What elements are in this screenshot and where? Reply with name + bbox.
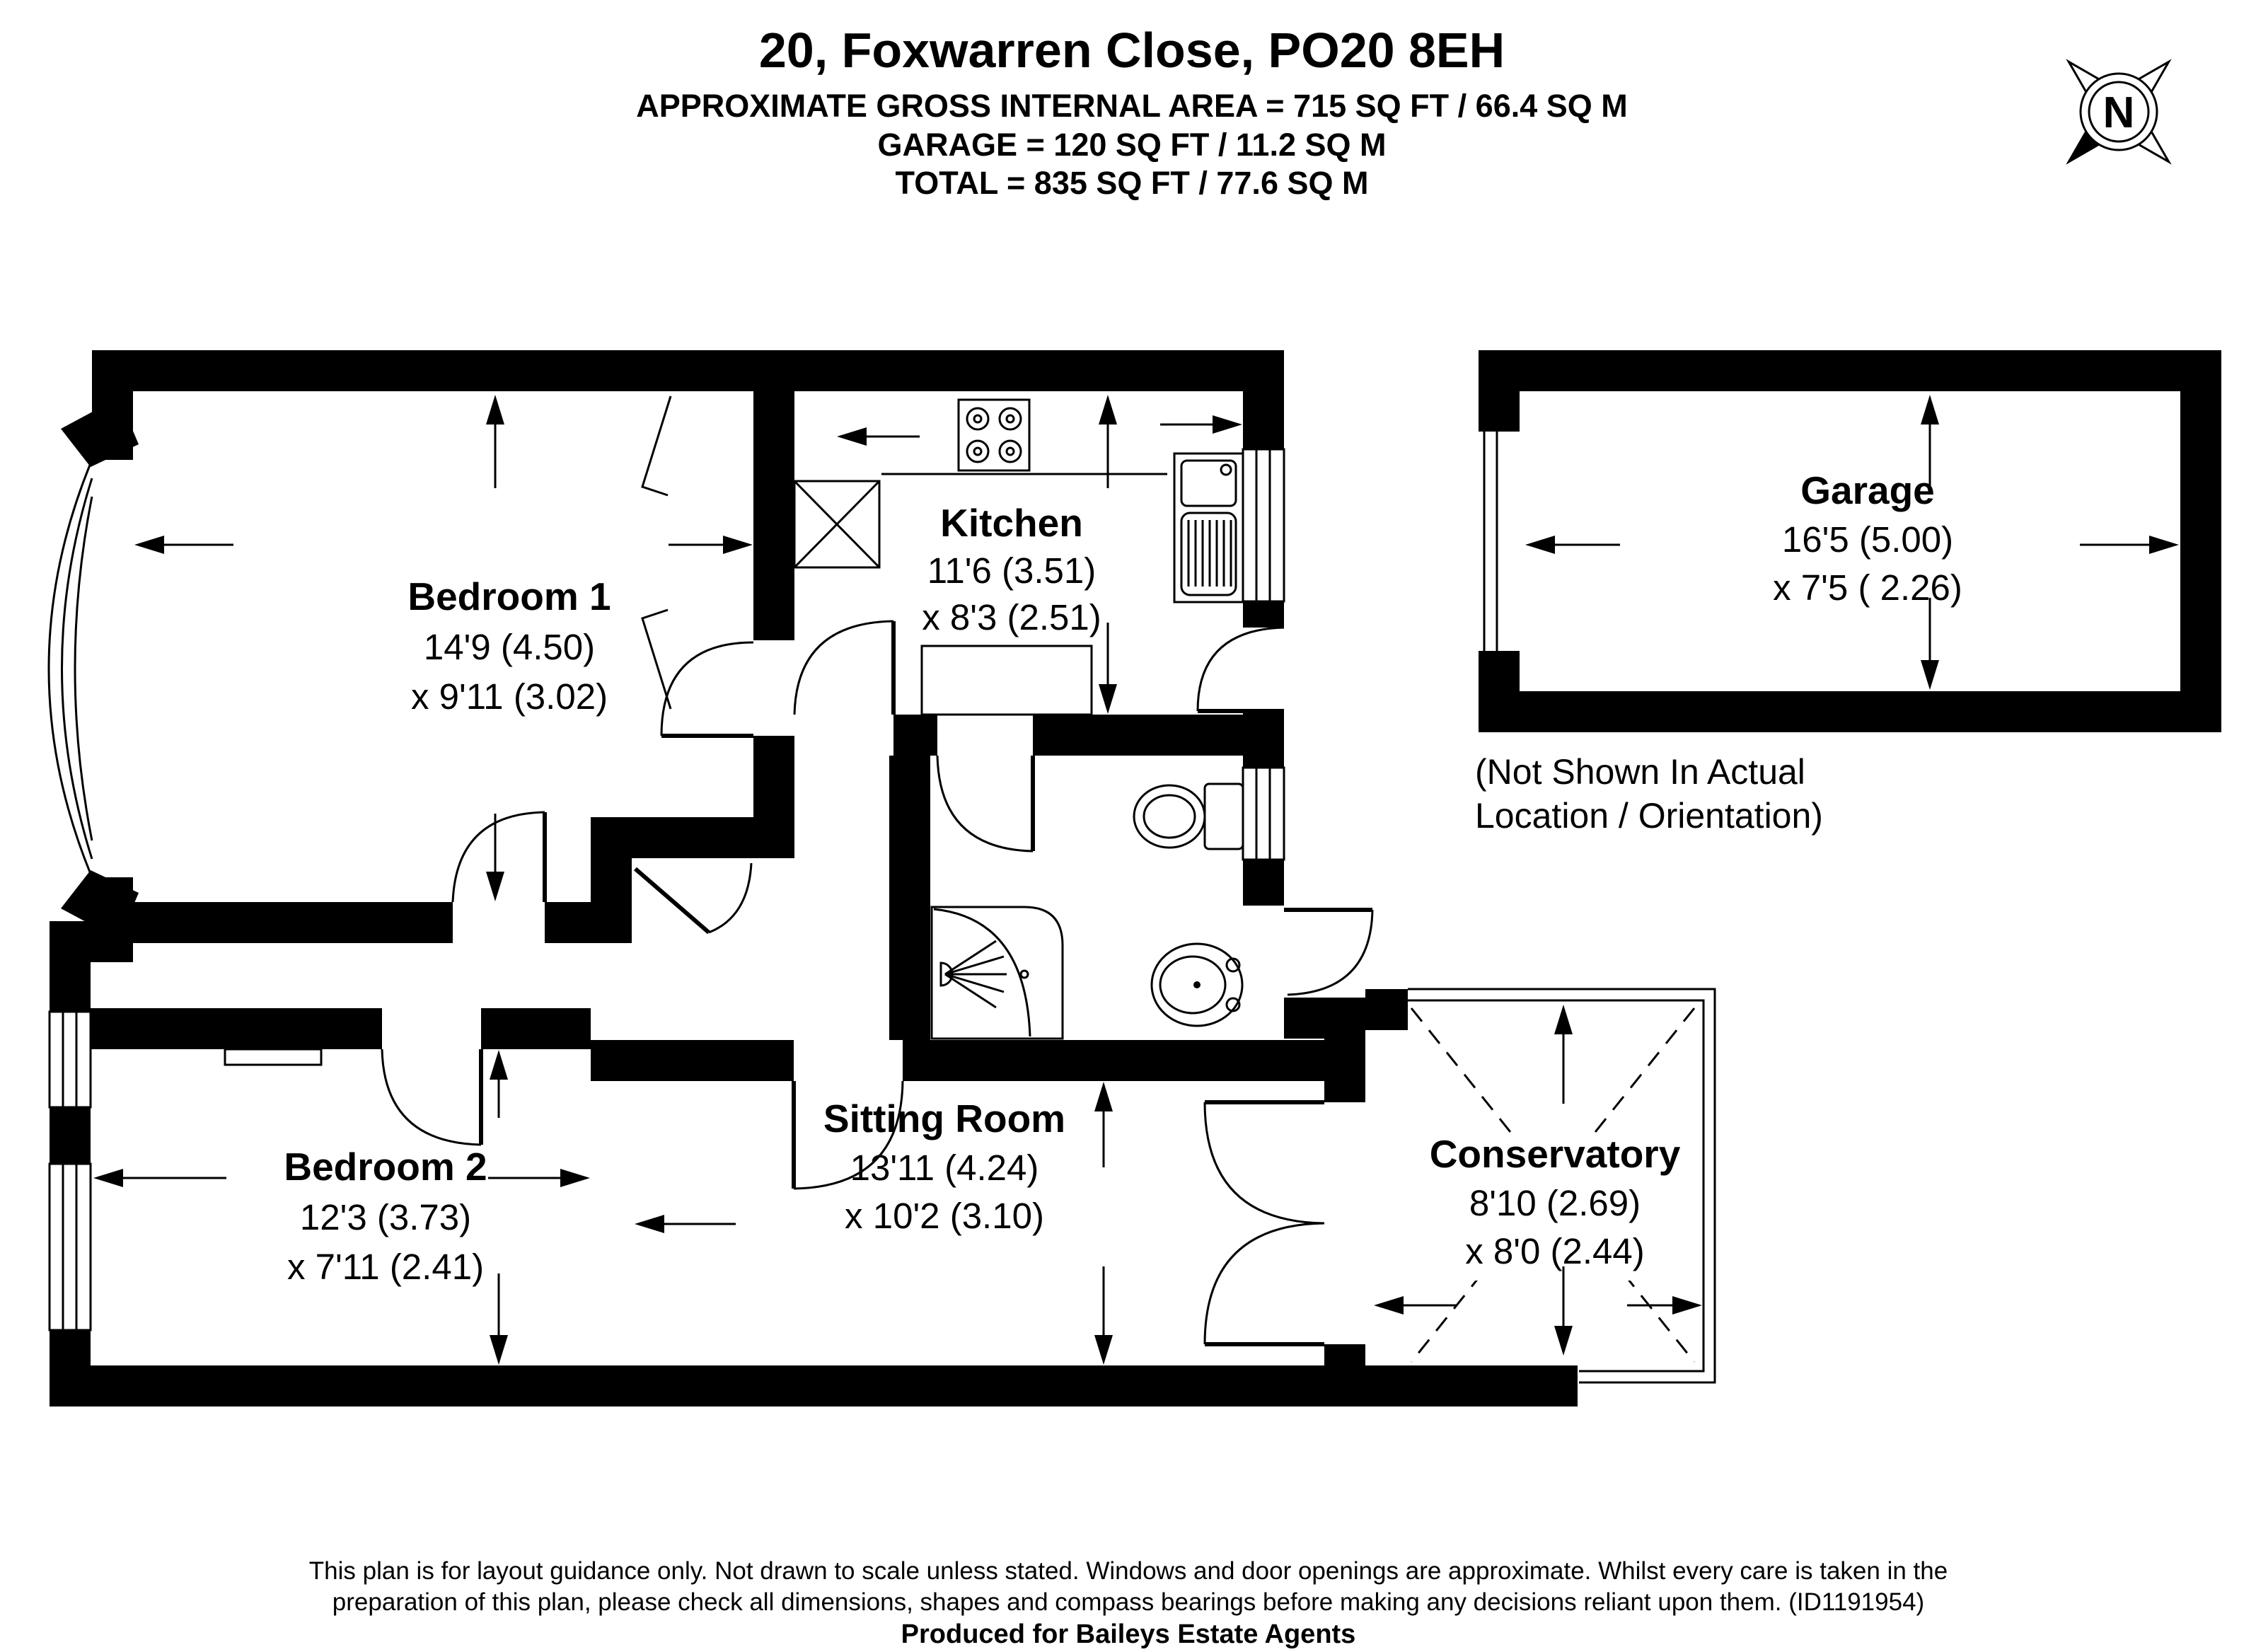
total-line: TOTAL = 835 SQ FT / 77.6 SQ M: [895, 165, 1369, 201]
room-label-garage: [1773, 468, 1962, 608]
disclaimer-line1: This plan is for layout guidance only. Not drawn to scale unless stated. Windows and door openings are approximate. Whilst every care is taken in the: [308, 1557, 1948, 1585]
room-name: Kitchen: [940, 501, 1083, 545]
rear-door: [1284, 910, 1372, 995]
room-name: Bedroom 1: [407, 574, 611, 618]
cupboard-icon: [225, 1049, 321, 1065]
room-dim1: 16'5 (5.00): [1781, 519, 1954, 560]
garage-line: GARAGE = 120 SQ FT / 11.2 SQ M: [877, 127, 1387, 163]
fixtures: [225, 396, 1497, 1065]
room-dim2: x 7'11 (2.41): [287, 1247, 485, 1287]
garage-note-line2: Location / Orientation): [1475, 796, 1823, 836]
room-name: Bedroom 2: [284, 1145, 487, 1189]
room-name: Conservatory: [1429, 1132, 1681, 1176]
room-label-sitting-room: [823, 1097, 1065, 1236]
north-compass-icon: [2069, 62, 2168, 161]
room-dim1: 8'10 (2.69): [1469, 1183, 1641, 1223]
wardrobe-icon: [642, 396, 671, 709]
garage-door-icon: [1484, 430, 1497, 655]
room-label-bedroom2: [284, 1145, 487, 1287]
room-dim2: x 9'11 (3.02): [410, 676, 608, 717]
toilet-icon: [1134, 784, 1243, 849]
bay-window-icon: [49, 460, 92, 877]
compass-n-label: N: [2102, 88, 2135, 137]
room-dim1: 11'6 (3.51): [927, 550, 1097, 591]
room-dim1: 12'3 (3.73): [299, 1197, 472, 1237]
bathroom-door: [937, 756, 1033, 851]
page-title: 20, Foxwarren Close, PO20 8EH: [758, 23, 1505, 78]
room-label-kitchen: [922, 501, 1101, 637]
front-door: [635, 863, 751, 932]
footer: [309, 1557, 1948, 1649]
produced-for: Produced for Baileys Estate Agents: [901, 1619, 1356, 1649]
basin-icon: [1152, 944, 1242, 1026]
room-dim2: x 7'5 ( 2.26): [1773, 567, 1962, 608]
hob-icon: [959, 400, 1029, 470]
garage-note-line1: (Not Shown In Actual: [1475, 752, 1805, 792]
area-line: APPROXIMATE GROSS INTERNAL AREA = 715 SQ FT / 66.4 SQ M: [636, 88, 1628, 124]
room-name: Garage: [1800, 468, 1935, 512]
bedroom1-door: [661, 642, 753, 736]
room-dim1: 13'11 (4.24): [850, 1148, 1039, 1188]
garage-note: [1475, 752, 1823, 836]
bedroom2-window-small-icon: [50, 1012, 91, 1107]
windows: [50, 449, 1284, 1330]
disclaimer-line2: preparation of this plan, please check all dimensions, shapes and compass bearings before making any decisions reliant upon them. (ID1191954): [332, 1588, 1925, 1616]
bedroom2-window-large-icon: [50, 1164, 91, 1330]
room-dim2: x 8'3 (2.51): [922, 597, 1101, 637]
kitchen-window-icon: [1243, 449, 1284, 601]
shower-icon: [932, 907, 1063, 1039]
room-dim1: 14'9 (4.50): [423, 627, 596, 667]
bathroom-window-icon: [1243, 768, 1284, 860]
room-name: Sitting Room: [823, 1097, 1066, 1140]
room-label-bedroom1: [407, 574, 611, 717]
room-dim2: x 10'2 (3.10): [845, 1196, 1044, 1236]
airing-cupboard-icon: [794, 481, 879, 567]
conservatory-french-doors: [1205, 1102, 1324, 1344]
room-dim2: x 8'0 (2.44): [1465, 1231, 1645, 1271]
header: [636, 23, 1628, 201]
kitchen-table: [922, 646, 1092, 715]
kitchen-back-door: [1198, 628, 1284, 711]
sink-icon: [1174, 454, 1243, 602]
bedroom2-door: [382, 1049, 481, 1145]
kitchen-door: [794, 621, 893, 715]
